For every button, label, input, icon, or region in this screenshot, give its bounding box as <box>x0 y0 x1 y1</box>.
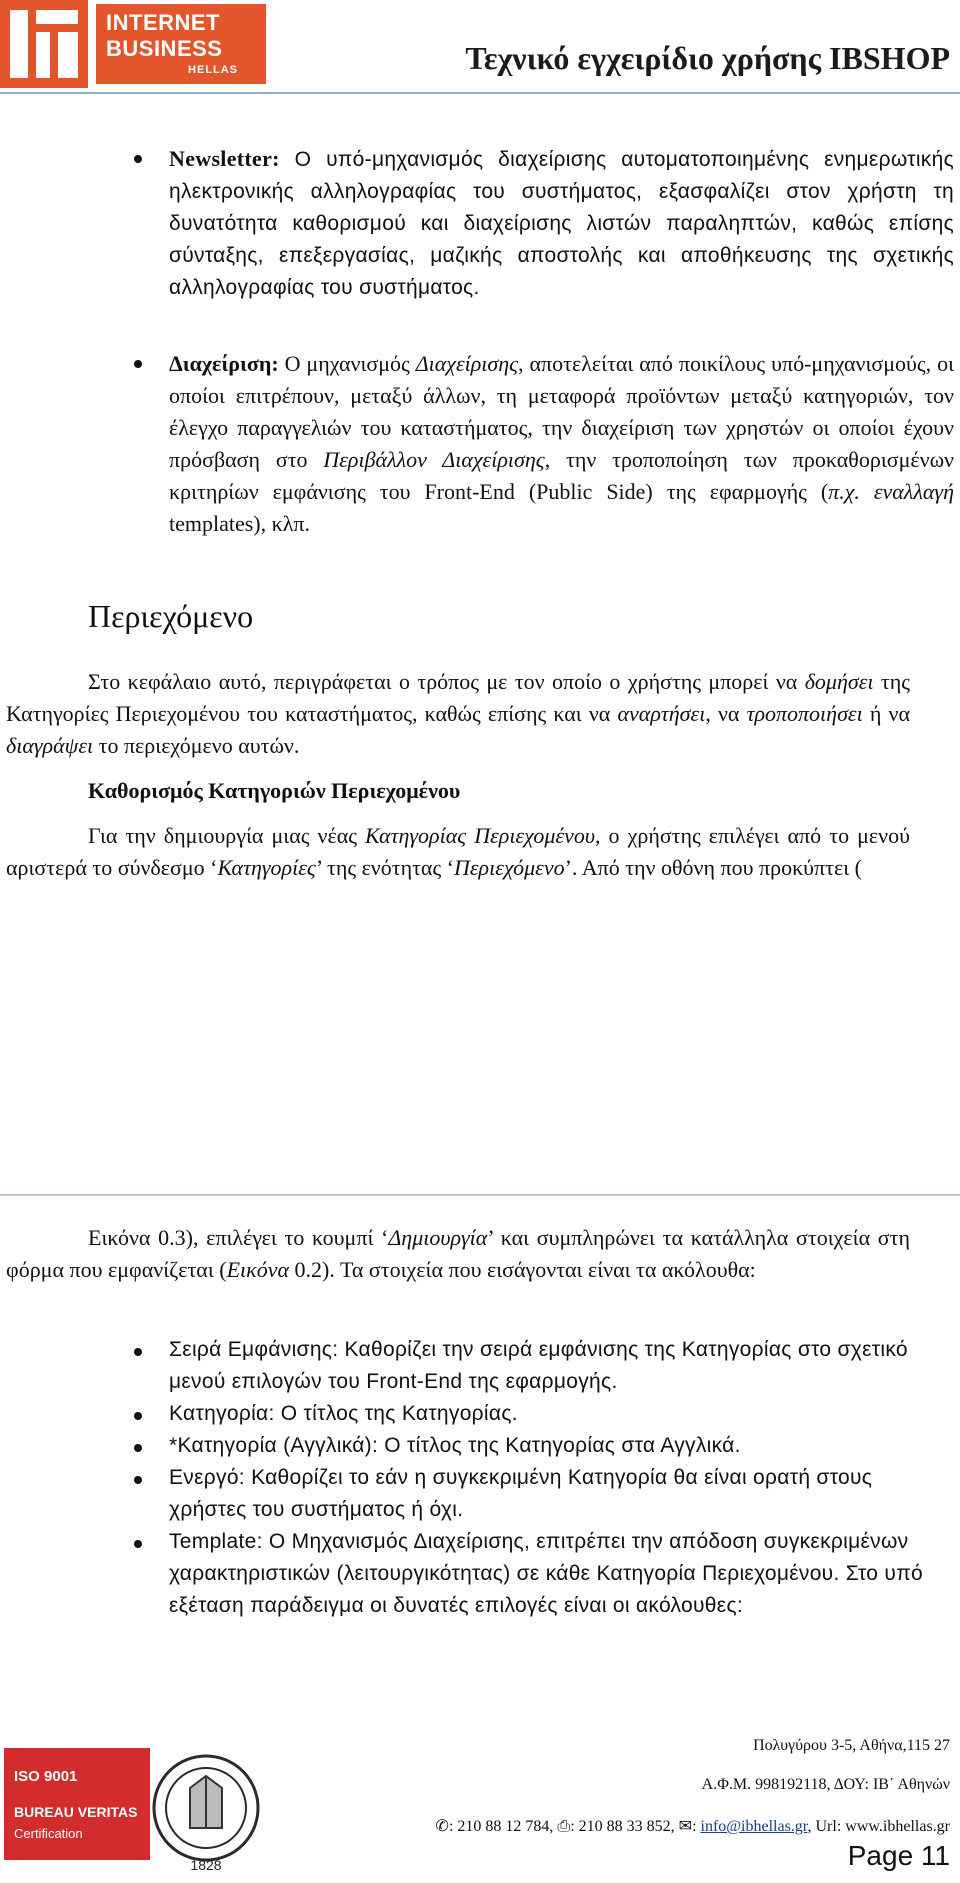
field-bullet-text: Σειρά Εμφάνισης: Καθορίζει την σειρά εμφάνισης της Κατηγορίας στο σχετικό μενού επιλογών του Front-End της εφαρμογής. <box>169 1338 908 1393</box>
newsletter-line: εξασφαλίζει στον χρήστη τη δυνατότητα καθορισμού και διαχείρισης <box>169 180 954 235</box>
iso-certification-logo <box>4 1748 150 1860</box>
seal-year: 1828 <box>190 1857 222 1873</box>
para-text: 0.2). Τα στοιχεία που εισάγονται είναι τα ακόλουθα: <box>289 1257 756 1282</box>
form-paragraph <box>6 1222 910 1286</box>
bureau-veritas-seal-icon <box>150 1748 262 1876</box>
phone-icon: ✆ <box>435 1818 449 1835</box>
logo-mark-icon <box>0 0 88 88</box>
company-logo <box>0 0 270 92</box>
footer-email-prefix: : <box>692 1818 701 1835</box>
para-text: Εικόνα 0.3), επιλέγει το κουμπί ‘ <box>88 1225 389 1250</box>
newsletter-term: Newsletter: <box>169 146 280 171</box>
email-icon: ✉ <box>678 1818 693 1835</box>
bureau-veritas-label: BUREAU VERITAS <box>14 1804 138 1820</box>
footer-url: , Url: www.ibhellas.gr <box>807 1818 950 1835</box>
fax-icon: ⎙ <box>557 1818 571 1835</box>
footer-fax: : 210 88 33 852, <box>570 1818 679 1835</box>
bullet-icon <box>134 155 142 163</box>
admin-paragraph <box>169 348 954 540</box>
field-bullet-text: *Κατηγορία (Αγγλικά): Ο τίτλος της Κατηγορίας στα Αγγλικά. <box>169 1434 741 1457</box>
para-italic: Κατηγορίας Περιεχομένου <box>365 823 595 848</box>
field-bullet-text: Ενεργό: Καθορίζει το εάν η συγκεκριμένη Κατηγορία θα είναι ορατή στους χρήστες του συστήματος ή όχι. <box>169 1466 873 1521</box>
bullet-icon <box>134 360 142 368</box>
footer-address: Πολυγύρου 3-5, Αθήνα,115 27 <box>753 1737 950 1754</box>
footer-tax-id: Α.Φ.Μ. 998192118, ΔΟΥ: ΙΒ΄ Αθηνών <box>701 1776 950 1793</box>
newsletter-line: λιστών παραληπτών, καθώς επίσης σύνταξης, επεξεργασίας, μαζικής <box>169 212 954 267</box>
para-italic: Εικόνα <box>226 1257 290 1282</box>
intro-italic: τροποποιήσει <box>746 701 863 726</box>
intro-text: της Κατηγορίες Περιεχομένου του καταστήματος, καθώς επίσης και να <box>6 669 910 726</box>
logo-line-2: BUSINESS <box>106 36 223 61</box>
footer-contact <box>436 1816 950 1836</box>
para-text: , ο χρήστης επιλέγει από το μενού αριστερά το σύνδεσμο ‘ <box>6 823 911 880</box>
intro-italic: αναρτήσει <box>617 701 706 726</box>
footer-phone: : 210 88 12 784, <box>448 1818 558 1835</box>
intro-italic: διαγράψει <box>6 733 94 758</box>
para-text: Για την δημιουργία μιας νέας <box>88 823 365 848</box>
admin-text: Ο μηχανισμός <box>284 351 416 376</box>
bullet-icon <box>134 1412 142 1420</box>
newsletter-paragraph <box>169 143 954 304</box>
field-bullet-text: Κατηγορία: Ο τίτλος της Κατηγορίας. <box>169 1402 518 1425</box>
admin-text: , αποτελείται από ποικίλους υπό-μηχανισμούς, οι οποίοι επιτρέπουν, μεταξύ άλλων, τη μεταφορά προϊόντων μεταξύ κατηγοριών, τον έλεγχο παραγγελιών του καταστήματος, την διαχείριση των χρηστών οι οποίοι έχουν πρόσβαση στο <box>169 351 954 472</box>
logo-wordmark <box>96 4 266 84</box>
newsletter-line: Ο υπό-μηχανισμός διαχείρισης αυτοματοποιημένης <box>294 148 810 171</box>
para-italic: Κατηγορίες <box>217 855 316 880</box>
intro-paragraph <box>6 666 910 762</box>
section-heading: Περιεχόμενο <box>88 598 254 634</box>
footer-email-link[interactable]: info@ibhellas.gr <box>700 1818 808 1835</box>
admin-text-italic: Περιβάλλον Διαχείρισης <box>323 447 545 472</box>
logo-line-1: INTERNET <box>106 10 220 35</box>
header-divider <box>0 92 960 94</box>
newsletter-line: συστήματος. <box>359 276 480 299</box>
newsletter-line: αποστολής και αποθήκευσης της σχετικής αλληλογραφίας του <box>169 244 955 299</box>
intro-text: Στο κεφάλαιο αυτό, περιγράφεται ο τρόπος με τον οποίο ο χρήστης μπορεί να <box>88 669 805 694</box>
subsection-heading: Καθορισμός Κατηγοριών Περιεχομένου <box>88 778 461 803</box>
newsletter-line: ενημερωτικής ηλεκτρονικής αλληλογραφίας του συστήματος, <box>169 148 955 203</box>
intro-text: ή να <box>862 701 910 726</box>
para-text: ’. Από την οθόνη που προκύπτει ( <box>564 855 862 880</box>
admin-text: templates), κλπ. <box>169 511 310 536</box>
admin-text-italic: π.χ. εναλλαγή <box>828 479 954 504</box>
create-category-paragraph <box>6 820 910 884</box>
certification-label: Certification <box>14 1826 83 1841</box>
para-italic: Περιεχόμενο <box>454 855 565 880</box>
field-bullet-text: Template: Ο Μηχανισμός Διαχείρισης, επιτρέπει την απόδοση συγκεκριμένων χαρακτηριστικών (λειτουργικότητας) σε κάθε Κατηγορία Περιεχομένου. Στο υπό εξέταση παράδειγμα οι δυνατές επιλογές είναι οι ακόλουθες: <box>169 1530 923 1617</box>
bullet-icon <box>134 1540 142 1548</box>
admin-text: , την τροποποίηση των προκαθορισμένων κριτηρίων εμφάνισης του Front-End (Public Side) της εφαρμογής ( <box>169 447 955 504</box>
figure-separator <box>0 1194 960 1196</box>
para-text: ’ της ενότητας ‘ <box>315 855 454 880</box>
admin-term: Διαχείριση: <box>169 351 279 376</box>
bullet-icon <box>134 1348 142 1356</box>
para-text: ’ και συμπληρώνει τα κατάλληλα στοιχεία στη φόρμα που εμφανίζεται ( <box>6 1225 910 1282</box>
document-title: Τεχνικό εγχειρίδιο χρήσης IBSHOP <box>465 40 950 76</box>
logo-line-3: HELLAS <box>188 64 238 76</box>
intro-text: , να <box>705 701 747 726</box>
admin-text-italic: Διαχείρισης <box>415 351 519 376</box>
bullet-icon <box>134 1444 142 1452</box>
iso-label: ISO 9001 <box>14 1768 78 1785</box>
intro-italic: δομήσει <box>804 669 874 694</box>
intro-text: το περιεχόμενο αυτών. <box>93 733 300 758</box>
bullet-icon <box>134 1476 142 1484</box>
para-italic: Δημιουργία <box>388 1225 488 1250</box>
page-number: Page 11 <box>847 1840 950 1871</box>
